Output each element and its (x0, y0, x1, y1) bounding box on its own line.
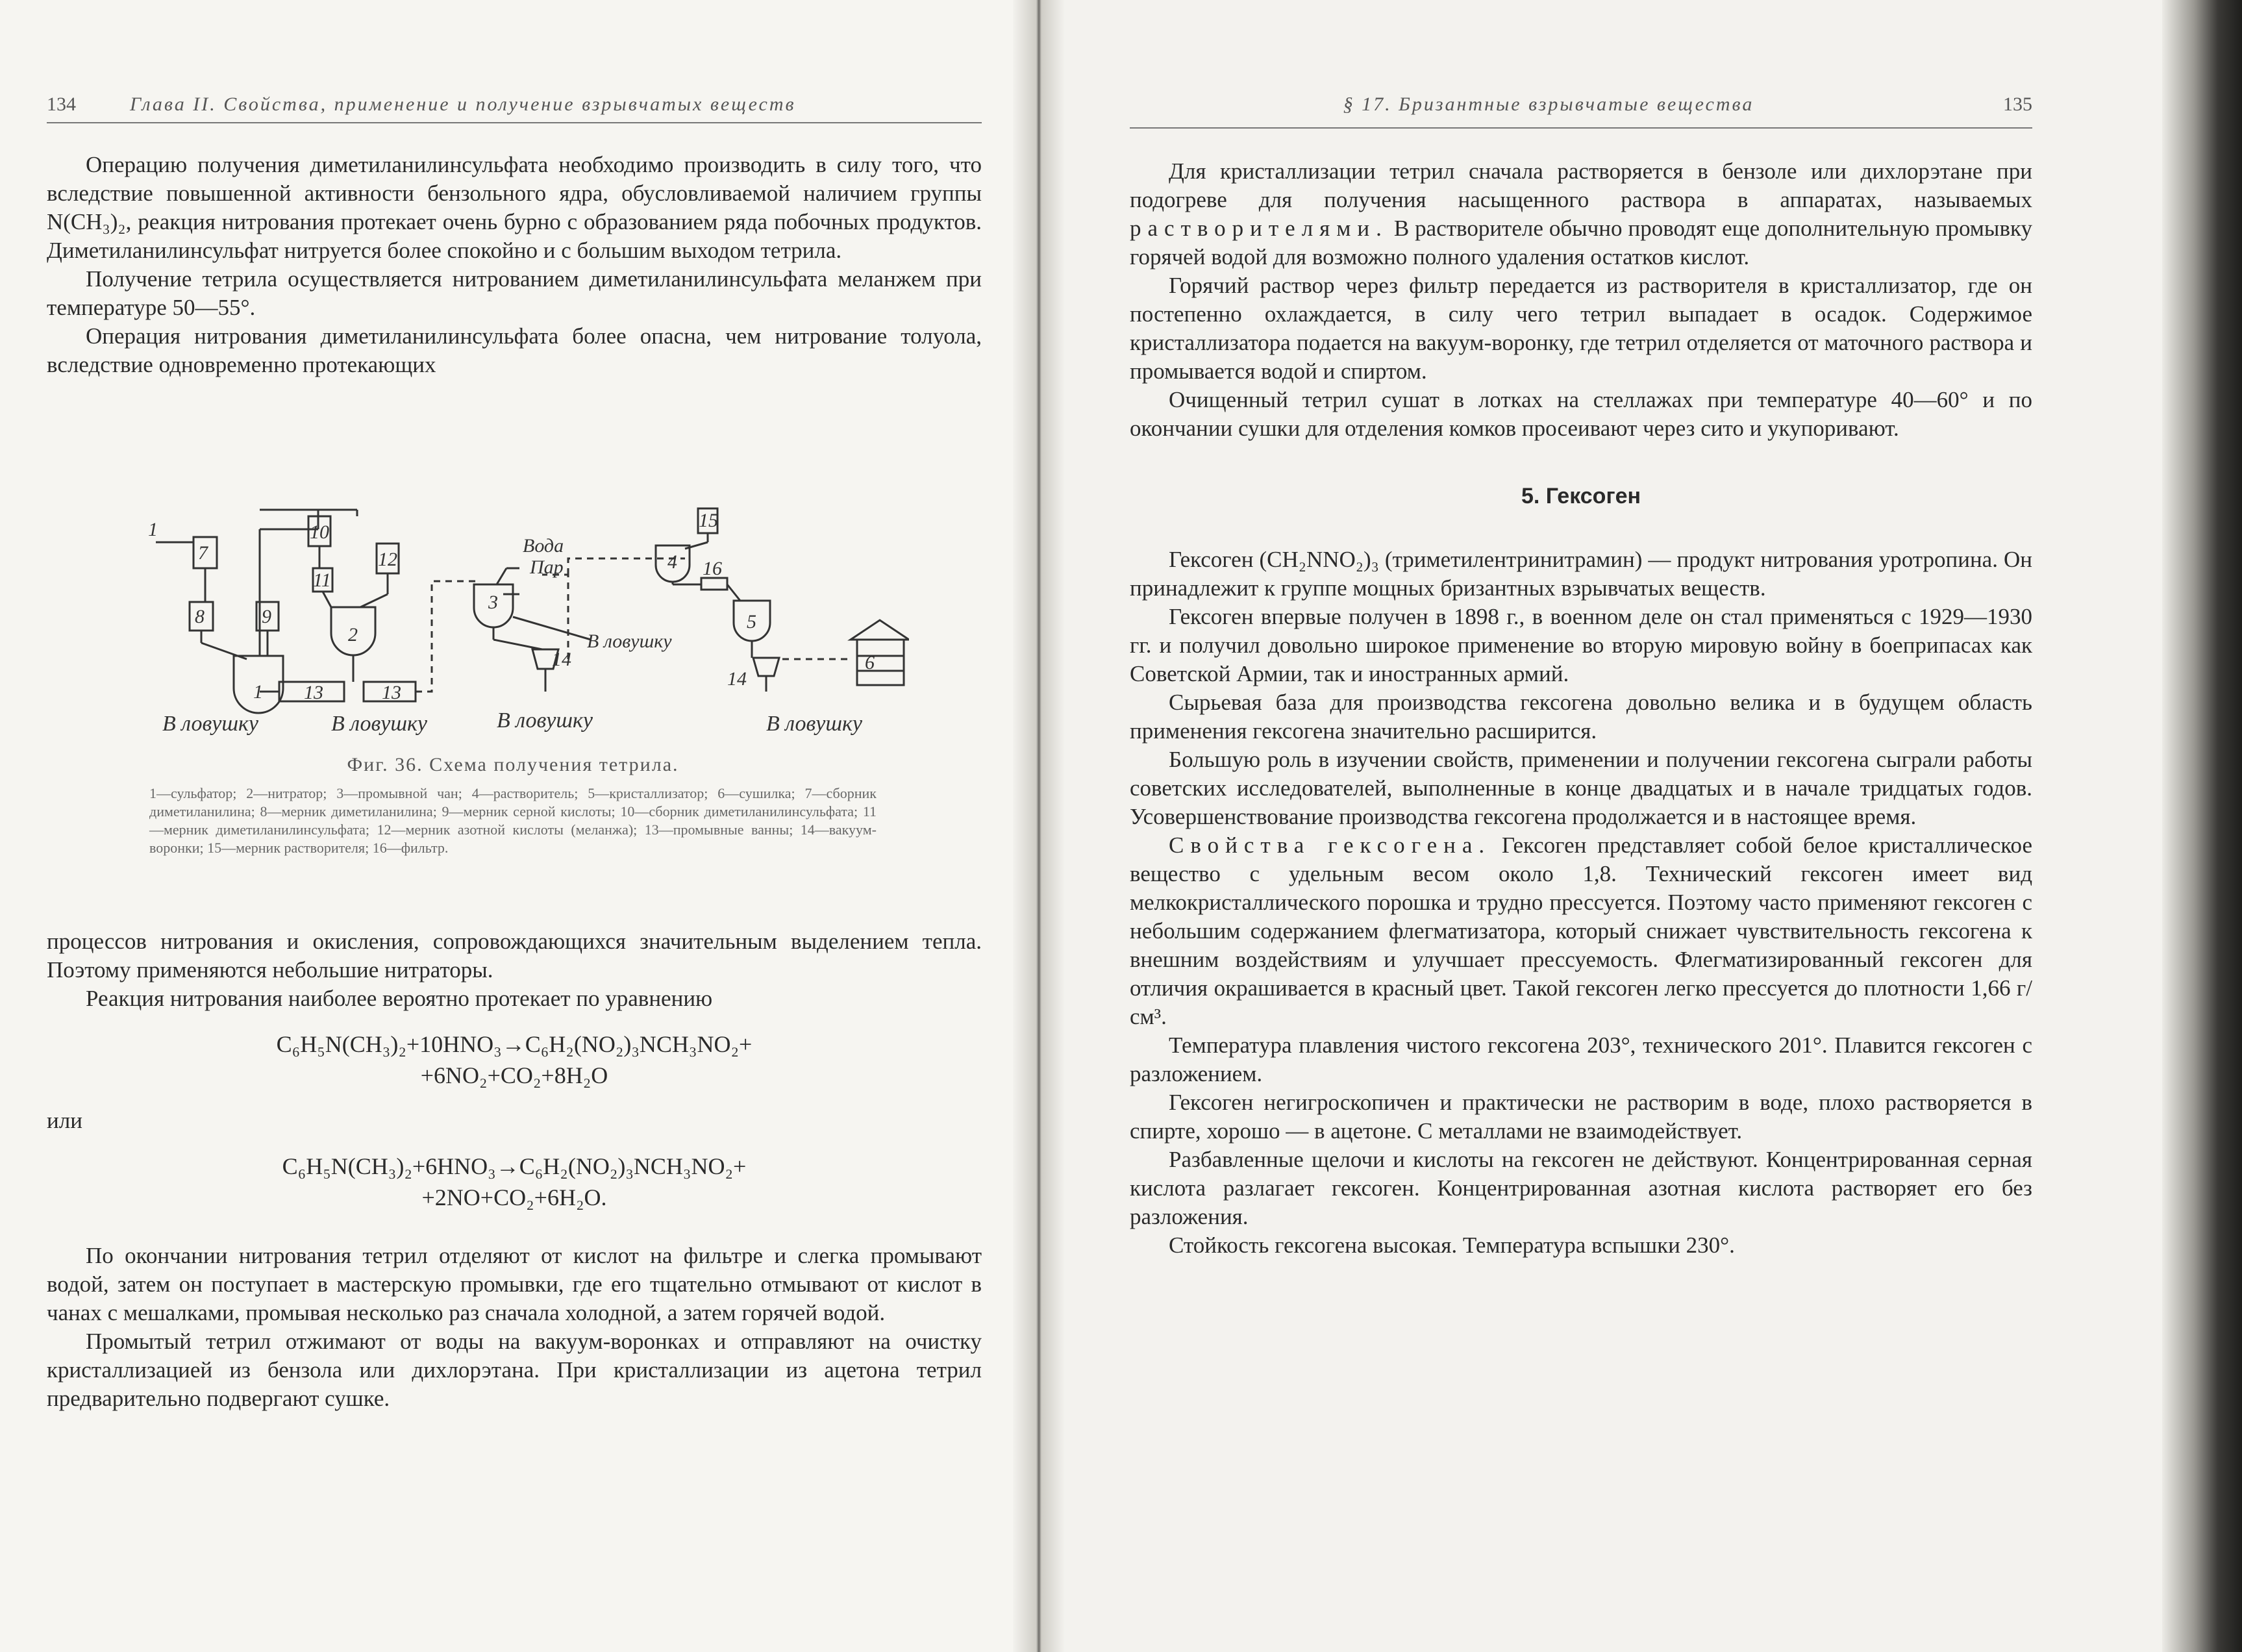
right-paragraph-5: Гексоген впервые получен в 1898 г., в военном деле он стал применяться с 1929—1930 гг. и получил довольно широкое применение во вторую мировую войну в боеприпасах как Советской Армии, так и иностранных армий. (1130, 604, 2032, 686)
label-13b: 13 (382, 682, 401, 703)
label-9: 9 (262, 606, 271, 627)
label-14b: 14 (727, 668, 747, 690)
equation-2-line-2: +2NO+CO₂+6H₂O. (421, 1184, 607, 1210)
tetryl-scheme-diagram (143, 503, 909, 740)
right-paragraph-8 (1130, 831, 2032, 1031)
label-2: 2 (348, 624, 358, 645)
right-page-number: 135 (2003, 94, 2032, 115)
left-paragraph-5: Реакция нитрования наиболее вероятно протекает по уравнению (86, 986, 713, 1011)
dryer-6-box (857, 640, 904, 685)
label-11: 11 (313, 569, 331, 591)
right-column (1130, 157, 2032, 1260)
section-heading-hexogen: 5. Гексоген (1521, 484, 1641, 508)
right-paragraph-7: Большую роль в изучении свойств, применении и получении гексогена сыграли работы советских исследователей, выполненные в конце двадцатых и в начале тридцатых годов. Усовершенствование производства гексогена продолжается и в настоящее время. (1130, 747, 2032, 829)
equation-2 (47, 1151, 982, 1213)
filter-16-box (701, 578, 727, 590)
right-paragraph-1-a: Для кристаллизации тетрил сначала растворяется в бензоле или дихлорэтане при подогреве для получения насыщенного раствора в аппаратах, называемых (1130, 158, 2032, 212)
book-edge-shadow (2162, 0, 2242, 1652)
label-trap-1: В ловушку (162, 712, 259, 736)
left-paragraph-2: Получение тетрила осуществляется нитрованием диметиланилинсульфата меланжем при температуре 50—55°. (47, 266, 982, 320)
right-running-head: § 17. Бризантные взрывчатые вещества (1343, 94, 1754, 115)
left-page-number: 134 (47, 94, 76, 115)
right-header-rule (1130, 127, 2032, 129)
right-paragraph-10: Гексоген негигроскопичен и практически не растворим в воде, плохо растворяется в спирте, хорошо — в ацетоне. С металлами не взаимодействует. (1130, 1090, 2032, 1144)
label-trap-5: В ловушку (766, 712, 863, 736)
equation-1-line-1: C₆H₅N(CH₃)₂+10HNO₃→C₆H₂(NO₂)₃NCH₃NO₂+ (276, 1031, 753, 1057)
left-paragraph-1: Операцию получения диметиланилинсульфата необходимо производить в силу того, что вследствие повышенной активности бензольного ядра, обусловливаемой наличием группы N(CH₃)₂, реакция нитрования протекает очень бурно с образованием ряда побочных продуктов. Диметиланилинсульфат нитруется более спокойно и с большим выходом тетрила. (47, 152, 982, 263)
right-paragraph-1 (1130, 157, 2032, 271)
left-paragraph-4: процессов нитрования и окисления, сопровождающихся значительным выделением тепла. Поэтому применяются небольшие нитраторы. (47, 929, 982, 982)
label-16: 16 (703, 558, 722, 579)
left-header-rule (47, 122, 982, 123)
right-paragraph-2: Горячий раствор через фильтр передается из растворителя в кристаллизатор, где он постепенно охлаждается, в силу чего тетрил выпадает в осадок. Содержимое кристаллизатора подается на вакуум-воронку, где тетрил отделяется от маточного раствора и промывается водой и спиртом. (1130, 273, 2032, 384)
vacuum-funnel-14b (753, 658, 779, 676)
right-paragraph-6: Сырьевая база для производства гексогена довольно велика и в будущем область применения гексогена значительно расширится. (1130, 690, 2032, 744)
term-properties: Свойства гексогена. (1169, 832, 1491, 858)
left-running-head: Глава II. Свойства, применение и получение взрывчатых веществ (130, 94, 796, 115)
label-1-line: 1 (148, 519, 158, 540)
dashed-line-to-wash (416, 581, 477, 692)
label-5: 5 (747, 611, 756, 632)
label-trap-wash: В ловушку (587, 631, 672, 652)
label-4: 4 (667, 551, 677, 573)
label-1: 1 (253, 681, 263, 703)
left-paragraph-6: По окончании нитрования тетрил отделяют от кислот на фильтре и слегка промывают водой, затем он поступает в мастерскую промывки, где его тщательно отмывают от кислот в чанах с мешалками, промывая несколько раз сначала холодной, а затем горячей водой. (47, 1243, 982, 1325)
right-paragraph-1-b: В растворителе обычно проводят еще дополнительную промывку горячей водой для возможно полного удаления остатков кислот. (1130, 216, 2032, 269)
label-3: 3 (488, 592, 498, 613)
right-paragraph-9: Температура плавления чистого гексогена 203°, технического 201°. Плавится гексоген с разложением. (1130, 1032, 2032, 1086)
label-12: 12 (378, 549, 397, 570)
left-paragraph-7: Промытый тетрил отжимают от воды на вакуум-воронках и отправляют на очистку кристаллизацией из бензола или дихлорэтана. При кристаллизации из ацетона тетрил предварительно подвергают сушке. (47, 1329, 982, 1411)
label-7: 7 (198, 542, 208, 564)
label-steam: Пар (530, 557, 564, 578)
right-paragraph-4: Гексоген (CH₂NNO₂)₃ (триметилентринитрамин) — продукт нитрования уротропина. Он принадлежит к группе мощных бризантных взрывчатых веществ. (1130, 547, 2032, 601)
figure-caption: Фиг. 36. Схема получения тетрила. (347, 754, 679, 775)
label-6: 6 (865, 652, 875, 673)
or-word: или (47, 1108, 82, 1133)
left-paragraph-3: Операция нитрования диметиланилинсульфата более опасна, чем нитрование толуола, вследствие одновременно протекающих (47, 323, 982, 377)
left-column-bottom (47, 927, 982, 1413)
label-13a: 13 (304, 682, 323, 703)
label-8: 8 (195, 606, 205, 627)
right-paragraph-8-b: Гексоген представляет собой белое кристаллическое вещество с удельным весом около 1,8. Технический гексоген имеет вид мелкокристаллического порошка и трудно прессуется. Поэтому часто применяют гексоген с небольшим содержанием флегматизатора, который снижает чувствительность гексогена к внешним воздействиям и улучшает прессуемость. Флегматизированный гексоген для отличия окрашивается в красный цвет. Такой гексоген легко прессуется до плотности 1,66 г/см³. (1130, 832, 2032, 1029)
term-solvers: растворителями. (1130, 216, 1388, 241)
label-15: 15 (699, 510, 718, 531)
label-14a: 14 (552, 649, 571, 670)
figure-caption-block (130, 747, 896, 857)
right-paragraph-3: Очищенный тетрил сушат в лотках на стеллажах при температуре 40—60° и по окончании сушки для отделения комков просеивают через сито и укупоривают. (1130, 387, 2032, 441)
equation-1 (47, 1029, 982, 1091)
label-10: 10 (310, 521, 329, 543)
label-water: Вода (523, 535, 564, 557)
right-paragraph-12: Стойкость гексогена высокая. Температура вспышки 230°. (1169, 1233, 1735, 1258)
figure-legend: 1—сульфатор; 2—нитратор; 3—промывной чан; 4—растворитель; 5—кристаллизатор; 6—сушилка; 7—сборник диметиланилина; 8—мерник диметиланилина; 9—мерник серной кислоты; 10—сборник диметиланилинсульфата; 11—мерник диметиланилинсульфата; 12—мерник азотной кислоты (меланжа); 13—промывные ванны; 14—вакуум-воронки; 15—мерник растворителя; 16—фильтр. (149, 785, 877, 856)
dryer-6-roof (851, 620, 909, 640)
label-trap-4: В ловушку (497, 708, 593, 732)
equation-1-line-2: +6NO₂+CO₂+8H₂O (420, 1062, 608, 1088)
left-column-top (47, 151, 982, 379)
right-paragraph-11: Разбавленные щелочи и кислоты на гексоген не действуют. Концентрированная серная кислота разлагает гексоген. Концентрированная азотная кислота растворяет его без разложения. (1130, 1147, 2032, 1229)
book-gutter (1013, 0, 1065, 1652)
label-trap-2: В ловушку (331, 712, 428, 736)
equation-2-line-1: C₆H₅N(CH₃)₂+6HNO₃→C₆H₂(NO₂)₃NCH₃NO₂+ (282, 1153, 747, 1179)
